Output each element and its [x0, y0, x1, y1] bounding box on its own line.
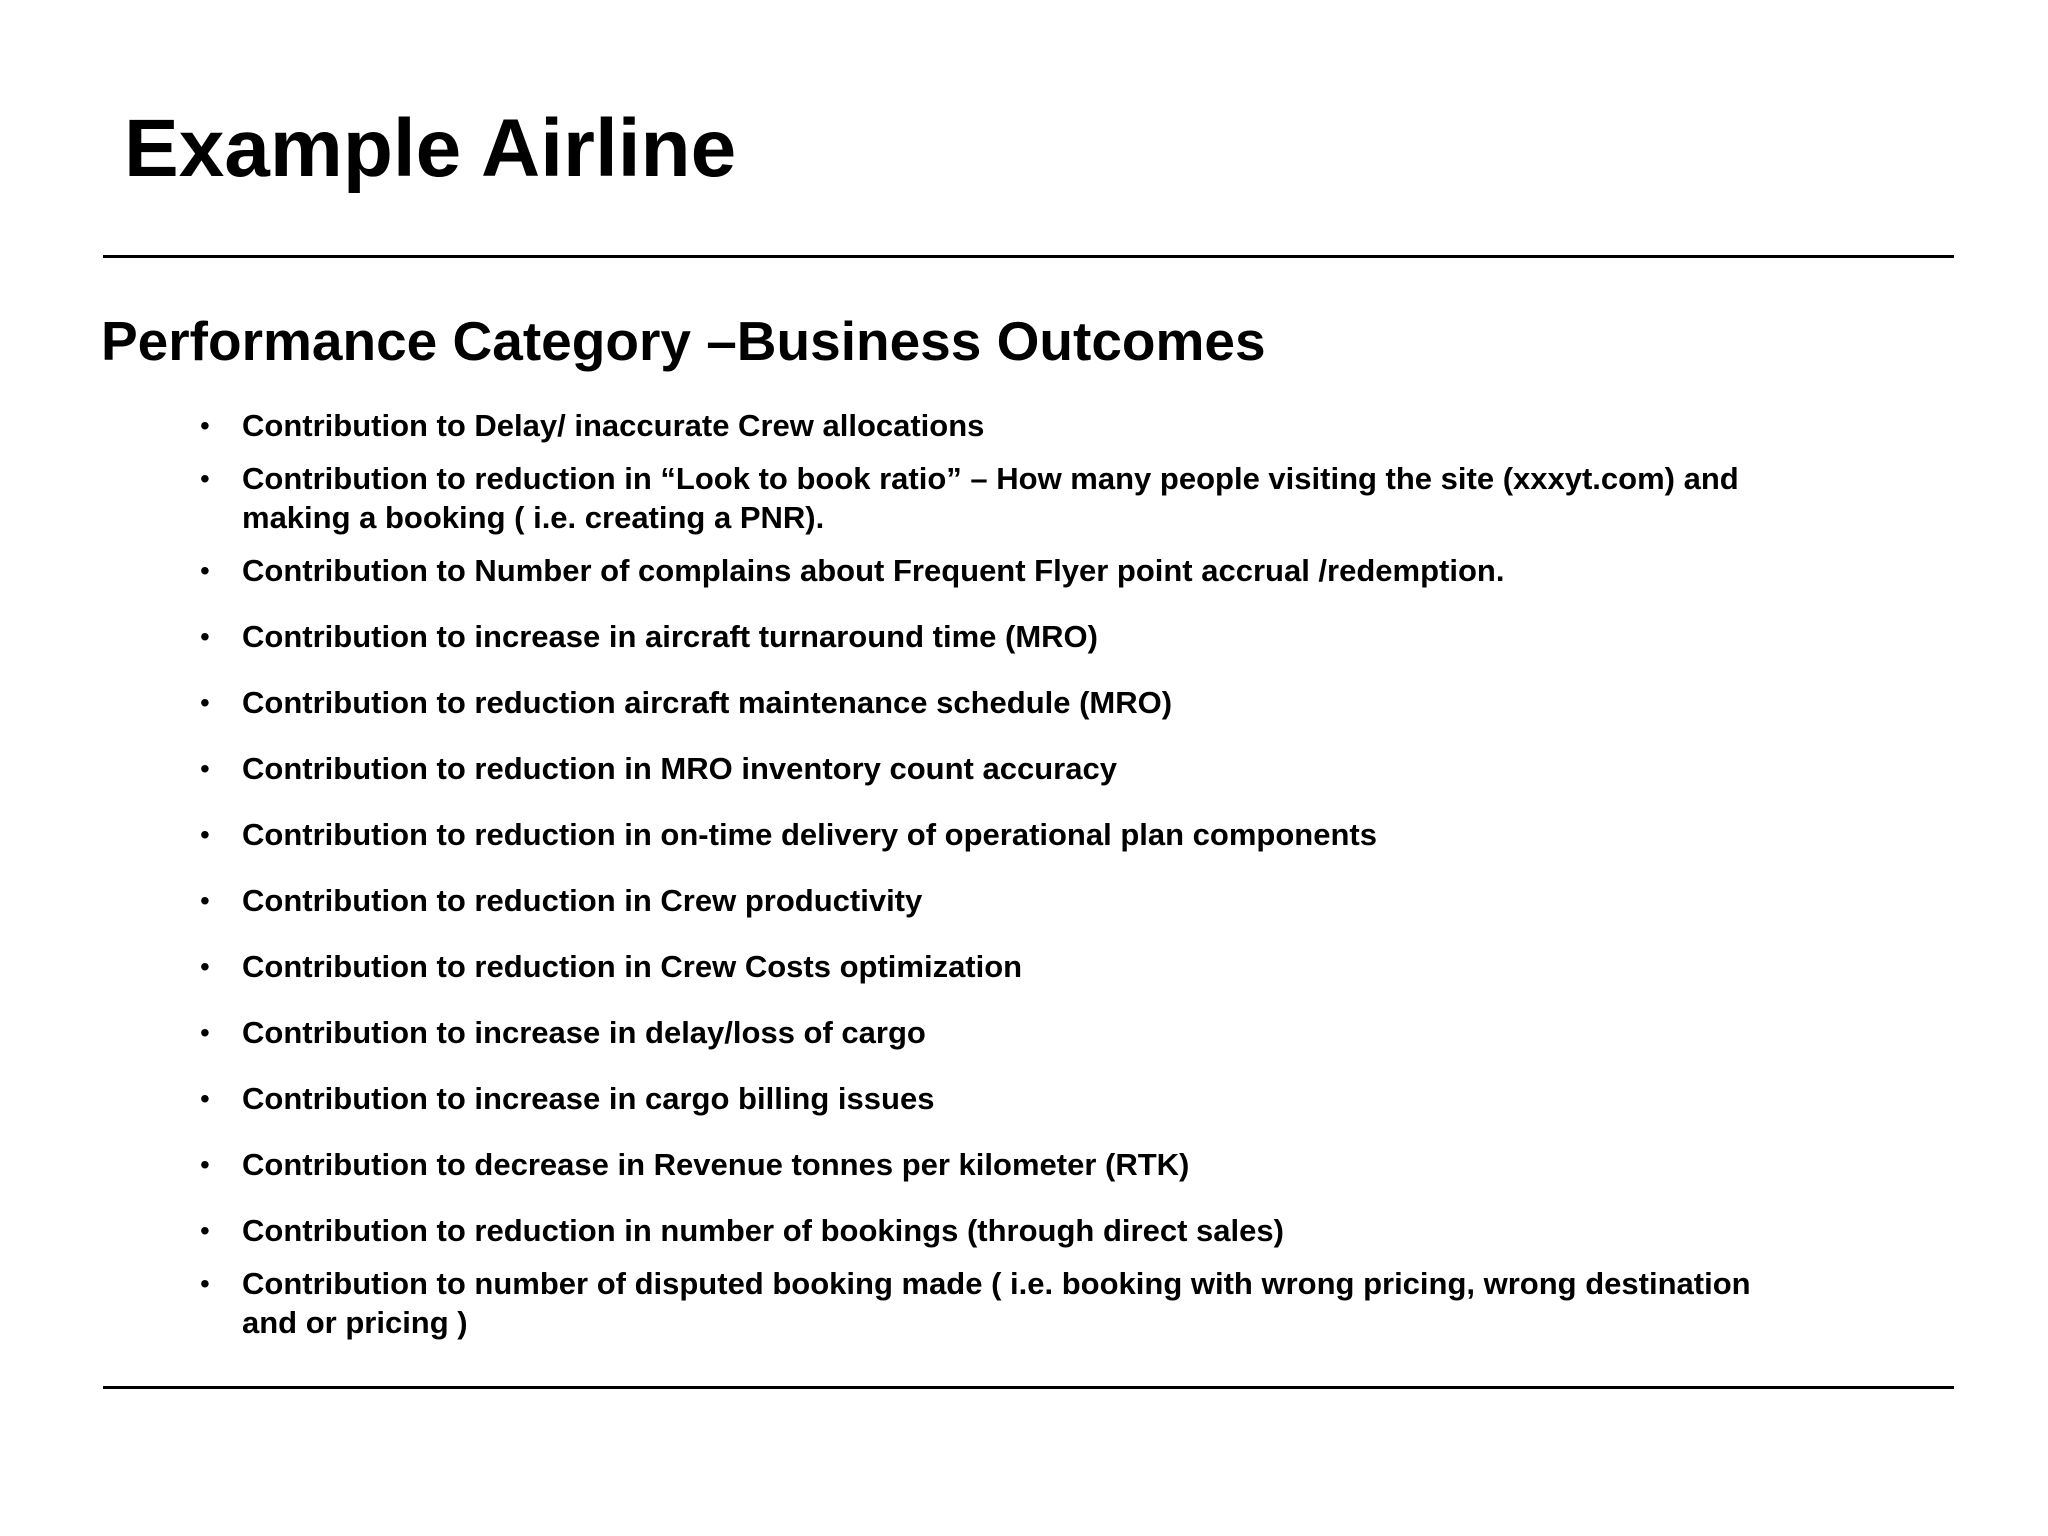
- bullet-icon: •: [200, 1083, 210, 1114]
- list-item: [200, 881, 1802, 920]
- list-item: [200, 1013, 1802, 1052]
- list-item: [200, 1145, 1802, 1184]
- outcome-list: [200, 406, 1802, 1342]
- list-item: [200, 551, 1802, 590]
- bullet-icon: •: [200, 885, 210, 916]
- bullet-icon: •: [200, 687, 210, 718]
- bullet-icon: •: [200, 410, 210, 441]
- list-item-text: Contribution to number of disputed booking made ( i.e. booking with wrong pricing, wrong destination and or pricing ): [242, 1266, 1751, 1340]
- list-item-text: Contribution to reduction in number of bookings (through direct sales): [242, 1213, 1284, 1248]
- bullet-icon: •: [200, 1268, 210, 1299]
- bullet-icon: •: [200, 463, 210, 494]
- bullet-icon: •: [200, 555, 210, 586]
- list-item: [200, 617, 1802, 656]
- list-item-text: Contribution to reduction in “Look to book ratio” – How many people visiting the site (xxxyt.com) and making a booking ( i.e. creating a PNR).: [242, 461, 1739, 535]
- list-item-text: Contribution to reduction in on-time delivery of operational plan components: [242, 817, 1377, 852]
- list-item-text: Contribution to increase in cargo billing issues: [242, 1081, 935, 1116]
- list-item: [200, 749, 1802, 788]
- list-item-text: Contribution to increase in aircraft turnaround time (MRO): [242, 619, 1098, 654]
- list-item: [200, 459, 1802, 537]
- list-item-text: Contribution to reduction in Crew productivity: [242, 883, 923, 918]
- list-item: [200, 815, 1802, 854]
- bullet-icon: •: [200, 621, 210, 652]
- list-item-text: Contribution to Delay/ inaccurate Crew allocations: [242, 408, 985, 443]
- bullet-icon: •: [200, 819, 210, 850]
- list-item: [200, 1264, 1802, 1342]
- bullet-icon: •: [200, 753, 210, 784]
- section-heading: Performance Category –Business Outcomes: [101, 310, 1266, 372]
- bullet-icon: •: [200, 1215, 210, 1246]
- list-item-text: Contribution to Number of complains about Frequent Flyer point accrual /redemption.: [242, 553, 1505, 588]
- bottom-divider: [103, 1386, 1954, 1389]
- top-divider: [103, 255, 1954, 258]
- slide-title: Example Airline: [124, 103, 737, 194]
- bullet-icon: •: [200, 951, 210, 982]
- list-item-text: Contribution to reduction in MRO inventory count accuracy: [242, 751, 1117, 786]
- list-item: [200, 406, 1802, 445]
- list-item-text: Contribution to decrease in Revenue tonnes per kilometer (RTK): [242, 1147, 1190, 1182]
- list-item: [200, 947, 1802, 986]
- list-item-text: Contribution to reduction aircraft maintenance schedule (MRO): [242, 685, 1173, 720]
- list-item: [200, 1211, 1802, 1250]
- bullet-icon: •: [200, 1149, 210, 1180]
- list-item-text: Contribution to increase in delay/loss of cargo: [242, 1015, 926, 1050]
- list-item-text: Contribution to reduction in Crew Costs optimization: [242, 949, 1023, 984]
- list-item: [200, 683, 1802, 722]
- bullet-icon: •: [200, 1017, 210, 1048]
- list-item: [200, 1079, 1802, 1118]
